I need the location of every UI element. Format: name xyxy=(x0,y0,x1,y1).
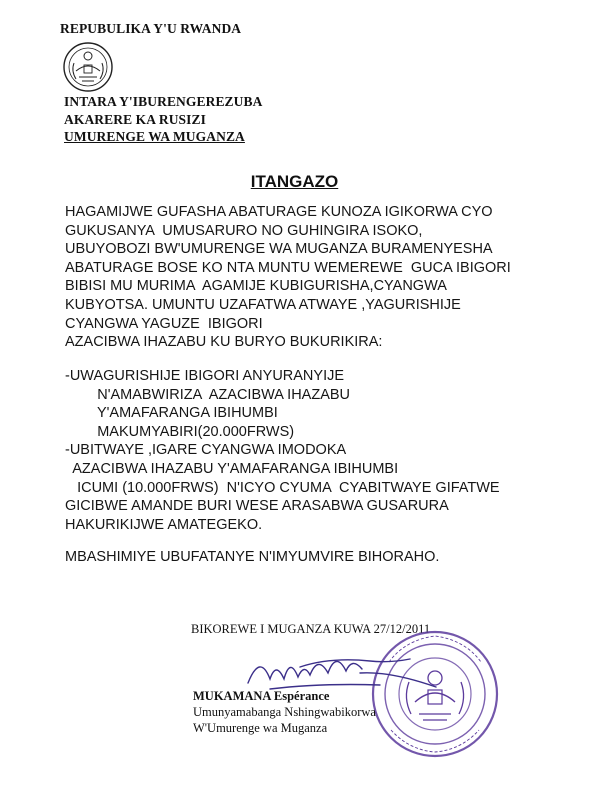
penalties-paragraph: -UWAGURISHIJE IBIGORI ANYURANYIJE N'AMABWIRIZA AZACIBWA IHAZABU Y'AMAFARANGA IBIHUMBI MAKUMYABIRI(20.000FRWS) -UBITWAYE ,IGARE CYANGWA IMODOKA AZACIBWA IHAZABU Y'AMAFARANGA IBIHUMBI ICUMI (10.000FRWS) N'ICYO CYUMA CYABITWAYE GIFATWE GICIBWE AMANDE BURI WESE ARASABWA GUSARURA HAKURIKIJWE AMATEGEKO. xyxy=(65,368,500,533)
rwanda-coat-of-arms-icon xyxy=(62,41,114,93)
country-heading: REPUBULIKA Y'U RWANDA xyxy=(60,21,242,36)
document-title: ITANGAZO xyxy=(250,172,339,191)
district-heading: AKARERE KA RUSIZI xyxy=(64,112,206,127)
signatory-title-line-2: W'Umurenge wa Muganza xyxy=(193,721,328,735)
sector-heading: UMURENGE WA MUGANZA xyxy=(64,129,245,144)
signatory-title-line-1: Umunyamabanga Nshingwabikorwa xyxy=(193,705,376,719)
province-heading: INTARA Y'IBURENGEREZUBA xyxy=(64,94,263,109)
announcement-paragraph: HAGAMIJWE GUFASHA ABATURAGE KUNOZA IGIKORWA CYO GUKUSANYA UMUSARURO NO GUHINGIRA ISOKO, UBUYOBOZI BW'UMURENGE WA MUGANZA BURAMENYESHA ABATURAGE BOSE KO NTA MUNTU WEMEREWE GUCA IBIGORI BIBISI MU MURIMA AGAMIJE KUBIGURISHA,CYANGWA KUBYOTSA. UMUNTU UZAFATWA ATWAYE ,YAGURISHIJE CYANGWA YAGUZE IBIGORI AZACIBWA IHAZABU KU BURYO BUKURIKIRA: xyxy=(65,204,511,351)
closing-line: MBASHIMIYE UBUFATANYE N'IMYUMVIRE BIHORAHO. xyxy=(65,549,440,565)
signatory-name: MUKAMANA Espérance xyxy=(193,689,330,703)
dateline: BIKOREWE I MUGANZA KUWA 27/12/2011 xyxy=(191,622,431,636)
